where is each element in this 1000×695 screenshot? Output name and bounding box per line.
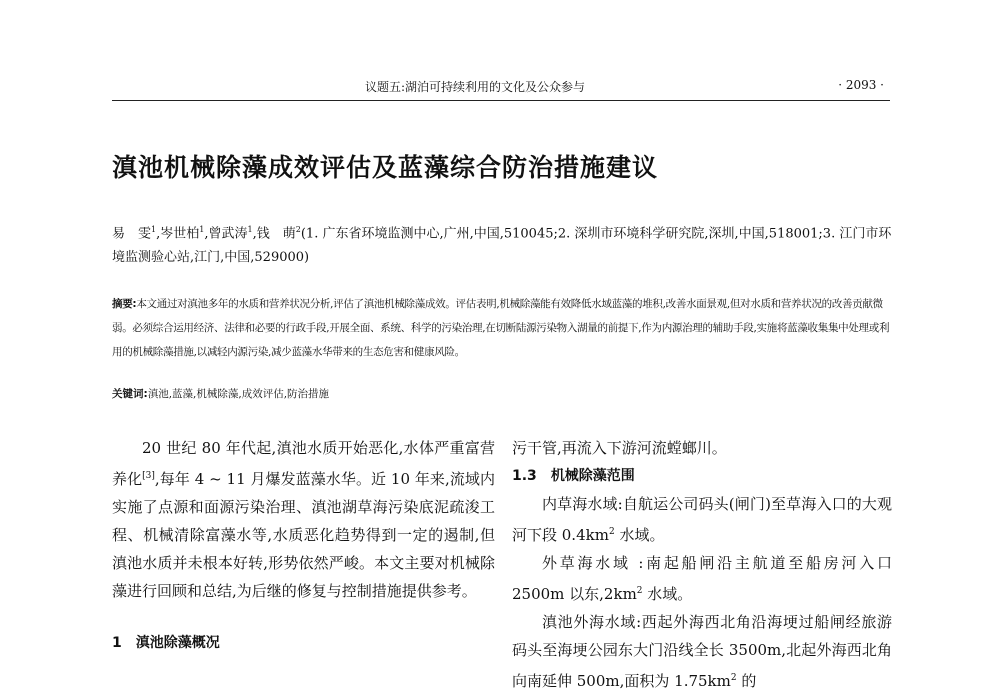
superscript: 2 — [608, 527, 615, 537]
right-column — [512, 434, 892, 695]
header-section-title: 议题五:湖泊可持续利用的文化及公众参与 — [365, 80, 586, 94]
paragraph-outer-sea — [512, 608, 892, 695]
section-heading-1 — [112, 629, 495, 657]
paper-title: 滇池机械除藻成效评估及蓝藻综合防治措施建议 — [112, 153, 659, 182]
section-number: 1 — [112, 635, 122, 651]
author-name: 易 雯 — [112, 226, 152, 242]
keywords-text: 滇池,蓝藻,机械除藻,成效评估,防治措施 — [147, 388, 330, 400]
keywords — [112, 386, 892, 401]
intro-text: 20 世纪 80 年代起,滇池水质开始恶化,水体严重富营养化 — [112, 439, 495, 488]
abstract-label: 摘要: — [112, 298, 137, 310]
paragraph-text: 水域。 — [614, 526, 665, 544]
author-affil-mark: 1 — [151, 225, 157, 234]
superscript: 2 — [636, 586, 643, 596]
citation-ref: [3] — [142, 471, 155, 481]
intro-paragraph — [112, 434, 495, 605]
author-affil-mark: 1 — [247, 225, 253, 234]
paragraph-inner-caohai — [512, 490, 892, 549]
author-block: 易 雯$^1$,岑世柏$^1$,曾武涛$^1$,钱 萌$^2$(1. 广东省环境监测中心,广州,中国,510045;2. 深圳市环境科学研究院,深圳,中国,518001;3. 江门市环境监测验心站,江门,中国,529000) — [112, 225, 892, 266]
section-heading-1-3 — [512, 462, 892, 490]
paragraph-text: 外草海水域 :南起船闸沿主航道至船房河入口 2500m 以东,2km — [512, 554, 892, 603]
section-title: 滇池除藻概况 — [135, 635, 220, 651]
header-rule — [112, 100, 890, 101]
page-number: · 2093 · — [838, 78, 884, 92]
paragraph-text: 水域。 — [642, 585, 693, 603]
author-affil-mark: 2 — [295, 225, 301, 234]
author-name: 钱 萌 — [256, 226, 296, 242]
abstract — [112, 292, 892, 364]
abstract-text: 本文通过对滇池多年的水质和营养状况分析,评估了滇池机械除藻成效。评估表明,机械除藻能有效降低水域蓝藻的堆积,改善水面景观,但对水质和营养状况的改善贡献微弱。必须综合运用经济、法律和必要的行政手段,开展全面、系统、科学的污染治理,在切断陆源污染物入湖量的前提下,作为内源治理的辅助手段,实施将蓝藻收集集中处理或利用的机械除藻措施,以减轻内源污染,减少蓝藻水华带来的生态危害和健康风险。 — [112, 298, 890, 358]
author-affil-mark: 1 — [199, 225, 205, 234]
superscript: 2 — [730, 673, 737, 683]
paragraph-continued: 污干管,再流入下游河流螳螂川。 — [512, 439, 727, 457]
paragraph-text: 的 — [736, 672, 757, 690]
left-column — [112, 434, 495, 657]
author-name: 曾武涛 — [208, 226, 248, 242]
paragraph-outer-caohai — [512, 549, 892, 608]
paragraph-text: 滇池外海水域:西起外海西北角沿海埂过船闸经旅游码头至海埂公园东大门沿线全长 3500m,北起外海西北角向南延伸 500m,面积为 1.75km — [512, 613, 892, 690]
author-affiliations: (1. 广东省环境监测中心,广州,中国,510045;2. 深圳市环境科学研究院,深圳,中国,518001;3. 江门市环境监测验心站,江门,中国,529000) — [112, 226, 892, 266]
section-title: 机械除藻范围 — [550, 468, 635, 484]
paragraph-text: 内草海水域:自航运公司码头(闸门)至草海入口的大观河下段 0.4km — [512, 495, 892, 544]
keywords-label: 关键词: — [112, 388, 148, 400]
section-number: 1.3 — [512, 468, 537, 484]
running-header — [112, 78, 890, 96]
author-name: 岑世柏 — [160, 226, 200, 242]
intro-text-cont: ,每年 4 ~ 11 月爆发蓝藻水华。近 10 年来,流域内实施了点源和面源污染治理、滇池湖草海污染底泥疏浚工程、机械清除富藻水等,水质恶化趋势得到一定的遏制,但滇池水质并未根本好转,形势依然严峻。本文主要对机械除藻进行回顾和总结,为后继的修复与控制措施提供参考。 — [112, 470, 495, 600]
